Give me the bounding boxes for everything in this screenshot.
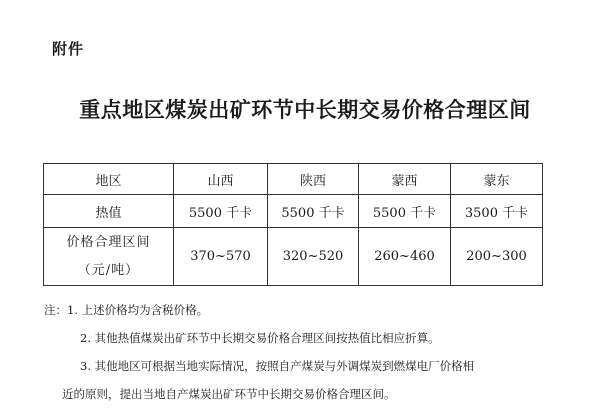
table-header-row xyxy=(44,164,543,195)
table-cell: 5500 千卡 xyxy=(174,195,268,228)
table-cell: 5500 千卡 xyxy=(268,195,359,228)
attachment-label: 附件 xyxy=(52,40,85,58)
table-cell: 200~300 xyxy=(451,228,543,286)
row-label-price-range-unit: （元/吨） xyxy=(77,262,140,278)
column-header-mengdong: 蒙东 xyxy=(451,164,543,195)
note-item-3: 3. 其他地区可根据当地实际情况，按照自产煤炭与外调煤炭到燃煤电厂价格相 xyxy=(80,359,475,373)
note-item-3-continuation: 近的原则，提出当地自产煤炭出矿环节中长期交易价格合理区间。 xyxy=(62,387,396,401)
note-item-1: 注：1. 上述价格均为含税价格。 xyxy=(44,303,209,317)
notes-section xyxy=(44,296,562,408)
column-header-shanxi: 山西 xyxy=(174,164,268,195)
table-row-heat-value xyxy=(44,195,543,228)
row-label-price-range-line1: 价格合理区间 xyxy=(66,234,151,250)
table-cell: 260~460 xyxy=(359,228,451,286)
table-row-price-range xyxy=(44,228,543,286)
row-label-heat-value: 热值 xyxy=(44,195,174,228)
notes-prefix: 注： xyxy=(44,303,67,317)
page-title: 重点地区煤炭出矿环节中长期交易价格合理区间 xyxy=(79,98,531,122)
column-header-mengxi: 蒙西 xyxy=(359,164,451,195)
table-cell: 5500 千卡 xyxy=(359,195,451,228)
column-header-region: 地区 xyxy=(44,164,174,195)
note-item-2: 2. 其他热值煤炭出矿环节中长期交易价格合理区间按热值比相应折算。 xyxy=(80,331,440,345)
table-cell: 370~570 xyxy=(174,228,268,286)
column-header-shaanxi: 陕西 xyxy=(268,164,359,195)
table-cell: 320~520 xyxy=(268,228,359,286)
table-cell: 3500 千卡 xyxy=(451,195,543,228)
row-label-price-range xyxy=(44,228,174,286)
price-range-table xyxy=(43,163,543,286)
